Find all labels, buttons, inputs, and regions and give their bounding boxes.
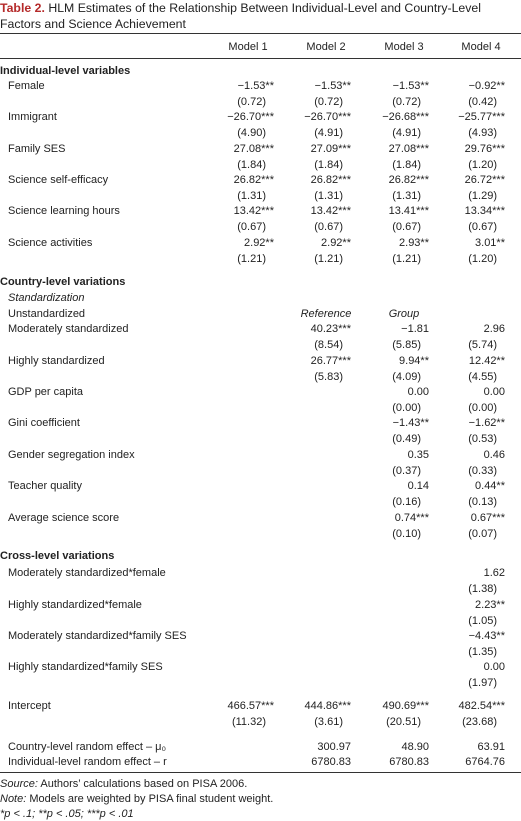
row-label: Science learning hours — [8, 205, 120, 217]
standard-error-value: (4.09) — [392, 371, 421, 383]
standard-error-value: (4.90) — [237, 127, 266, 139]
coefficient-value: 12.42** — [468, 355, 505, 367]
coefficient-value: 466.57*** — [227, 700, 274, 712]
coefficient-value: 29.76*** — [464, 143, 505, 155]
top-rule — [0, 33, 521, 34]
source-note — [0, 777, 247, 791]
row-label: Unstandardized — [8, 308, 86, 320]
standard-error-value: (1.38) — [468, 583, 497, 595]
coefficient-value: 3.01** — [475, 237, 505, 249]
coefficient-value: 0.67*** — [470, 512, 505, 524]
coefficient-value: 0.35 — [407, 449, 429, 461]
note-label: Note: — [0, 793, 27, 805]
coefficient-value: 40.23*** — [310, 323, 351, 335]
coefficient-value: 482.54*** — [458, 700, 505, 712]
note-text: Models are weighted by PISA final student weight. — [26, 793, 274, 805]
coefficient-value: −1.62** — [468, 417, 505, 429]
standard-error-value: (0.67) — [392, 221, 421, 233]
standard-error-value: (1.31) — [237, 190, 266, 202]
coefficient-value: −1.43** — [392, 417, 429, 429]
coefficient-value: −1.53** — [392, 80, 429, 92]
coefficient-value: 444.86*** — [304, 700, 351, 712]
row-label: GDP per capita — [8, 386, 84, 398]
random-effect-value: 300.97 — [317, 741, 351, 753]
coefficient-value: 2.92** — [321, 237, 351, 249]
standard-error-value: (0.67) — [237, 221, 266, 233]
coefficient-value: −4.43** — [468, 630, 505, 642]
standard-error-value: (0.42) — [468, 96, 497, 108]
standard-error-value: (1.84) — [237, 159, 266, 171]
standard-error-value: (4.91) — [392, 127, 421, 139]
standard-error-value: (11.32) — [231, 716, 266, 728]
significance-note: *p < .1; **p < .05; ***p < .01 — [0, 808, 134, 820]
standard-error-value: (0.72) — [392, 96, 421, 108]
row-label: Average science score — [8, 512, 120, 524]
row-label: Highly standardized*female — [8, 599, 142, 611]
row-label: Science activities — [8, 237, 93, 249]
section-heading: Country-level variations — [0, 276, 126, 288]
standard-error-value: (1.21) — [314, 253, 343, 265]
column-header-model-1: Model 1 — [228, 41, 268, 53]
column-header-model-2: Model 2 — [306, 41, 346, 53]
reference-group-label: Group — [388, 308, 420, 320]
row-label: Moderately standardized*family SES — [8, 630, 187, 642]
column-header-model-3: Model 3 — [384, 41, 424, 53]
standard-error-value: (0.33) — [468, 465, 497, 477]
weight-note — [0, 792, 273, 806]
coefficient-value: 0.46 — [483, 449, 505, 461]
row-label: Immigrant — [8, 111, 57, 123]
coefficient-value: 27.08*** — [233, 143, 274, 155]
standard-error-value: (1.05) — [468, 615, 497, 627]
random-effect-value: 6780.83 — [389, 756, 429, 768]
standard-error-value: (4.91) — [314, 127, 343, 139]
standard-error-value: (1.84) — [392, 159, 421, 171]
coefficient-value: 2.92** — [244, 237, 274, 249]
coefficient-value: −26.68*** — [382, 111, 429, 123]
coefficient-value: 13.34*** — [464, 205, 505, 217]
standard-error-value: (3.61) — [314, 716, 343, 728]
standard-error-value: (1.29) — [468, 190, 497, 202]
section-heading: Individual-level variables — [0, 65, 131, 77]
column-header-model-4: Model 4 — [461, 41, 501, 53]
standard-error-value: (0.00) — [468, 402, 497, 414]
standard-error-value: (1.31) — [392, 190, 421, 202]
standard-error-value: (0.72) — [237, 96, 266, 108]
coefficient-value: 0.00 — [483, 386, 505, 398]
row-label: Gini coefficient — [8, 417, 80, 429]
standard-error-value: (1.35) — [468, 646, 497, 658]
coefficient-value: 2.96 — [483, 323, 505, 335]
standard-error-value: (20.51) — [386, 716, 421, 728]
coefficient-value: −1.53** — [314, 80, 351, 92]
random-effect-value: 6764.76 — [465, 756, 505, 768]
coefficient-value: −25.77*** — [458, 111, 505, 123]
row-label: Highly standardized — [8, 355, 105, 367]
coefficient-value: 2.93** — [399, 237, 429, 249]
coefficient-value: 0.14 — [407, 480, 429, 492]
standard-error-value: (1.20) — [468, 253, 497, 265]
coefficient-value: −26.70*** — [227, 111, 274, 123]
coefficient-value: 1.62 — [483, 567, 505, 579]
table-label: Table 2. — [0, 1, 45, 15]
section-heading: Cross-level variations — [0, 550, 115, 562]
standard-error-value: (5.83) — [314, 371, 343, 383]
random-effect-value: 6780.83 — [311, 756, 351, 768]
coefficient-value: 26.82*** — [233, 174, 274, 186]
random-effect-value: 63.91 — [477, 741, 505, 753]
standard-error-value: (1.84) — [314, 159, 343, 171]
row-label: Teacher quality — [8, 480, 82, 492]
section-subheading: Standardization — [8, 292, 85, 304]
row-label: Country-level random effect – μ₀ — [8, 741, 167, 753]
standard-error-value: (0.72) — [314, 96, 343, 108]
row-label: Female — [8, 80, 45, 92]
standard-error-value: (1.31) — [314, 190, 343, 202]
coefficient-value: −1.81 — [401, 323, 429, 335]
standard-error-value: (1.21) — [392, 253, 421, 265]
standard-error-value: (0.16) — [392, 496, 421, 508]
standard-error-value: (1.20) — [468, 159, 497, 171]
source-text: Authors’ calculations based on PISA 2006. — [37, 778, 248, 790]
standard-error-value: (0.07) — [468, 528, 497, 540]
standard-error-value: (5.85) — [392, 339, 421, 351]
standard-error-value: (0.00) — [392, 402, 421, 414]
coefficient-value: −1.53** — [237, 80, 274, 92]
standard-error-value: (1.97) — [468, 677, 497, 689]
standard-error-value: (0.67) — [468, 221, 497, 233]
standard-error-value: (0.49) — [392, 433, 421, 445]
coefficient-value: 2.23** — [475, 599, 505, 611]
coefficient-value: 9.94** — [399, 355, 429, 367]
row-label: Family SES — [8, 143, 66, 155]
row-label: Intercept — [8, 700, 51, 712]
row-label: Moderately standardized — [8, 323, 129, 335]
standard-error-value: (4.93) — [468, 127, 497, 139]
row-label: Moderately standardized*female — [8, 567, 166, 579]
source-label: Source: — [0, 778, 38, 790]
coefficient-value: 26.82*** — [310, 174, 351, 186]
coefficient-value: 490.69*** — [382, 700, 429, 712]
standard-error-value: (5.74) — [468, 339, 497, 351]
coefficient-value: 26.82*** — [388, 174, 429, 186]
coefficient-value: 0.74*** — [394, 512, 429, 524]
standard-error-value: (1.21) — [237, 253, 266, 265]
standard-error-value: (0.53) — [468, 433, 497, 445]
coefficient-value: 13.42*** — [233, 205, 274, 217]
standard-error-value: (0.67) — [314, 221, 343, 233]
random-effect-value: 48.90 — [401, 741, 429, 753]
coefficient-value: 13.41*** — [388, 205, 429, 217]
table-title: HLM Estimates of the Relationship Between Individual-Level and Country-Level Factors and Science Achievement — [0, 1, 481, 31]
coefficient-value: 26.77*** — [310, 355, 351, 367]
row-label: Science self-efficacy — [8, 174, 109, 186]
coefficient-value: −0.92** — [468, 80, 505, 92]
coefficient-value: 27.09*** — [310, 143, 351, 155]
standard-error-value: (4.55) — [468, 371, 497, 383]
row-label: Individual-level random effect – r — [8, 756, 167, 768]
coefficient-value: −26.70*** — [304, 111, 351, 123]
standard-error-value: (0.10) — [392, 528, 421, 540]
standard-error-value: (23.68) — [462, 716, 497, 728]
header-rule — [0, 58, 521, 59]
reference-group-label: Reference — [300, 308, 352, 320]
table-caption — [0, 0, 521, 32]
coefficient-value: 0.00 — [483, 661, 505, 673]
bottom-rule — [0, 772, 521, 773]
coefficient-value: 0.00 — [407, 386, 429, 398]
standard-error-value: (0.13) — [468, 496, 497, 508]
coefficient-value: 26.72*** — [464, 174, 505, 186]
row-label: Gender segregation index — [8, 449, 135, 461]
coefficient-value: 0.44** — [475, 480, 505, 492]
standard-error-value: (8.54) — [314, 339, 343, 351]
row-label: Highly standardized*family SES — [8, 661, 163, 673]
standard-error-value: (0.37) — [392, 465, 421, 477]
coefficient-value: 27.08*** — [388, 143, 429, 155]
coefficient-value: 13.42*** — [310, 205, 351, 217]
